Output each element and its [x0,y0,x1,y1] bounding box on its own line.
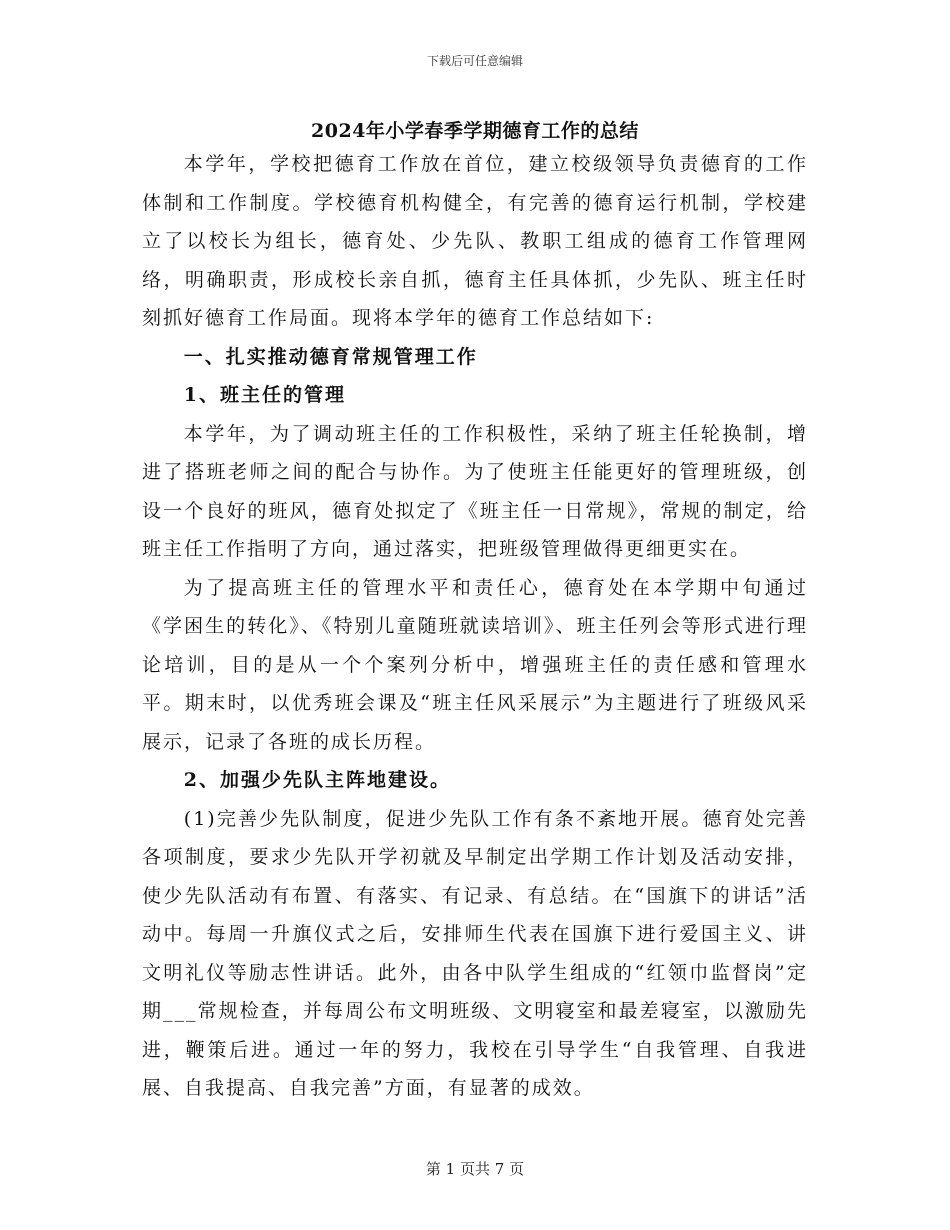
intro-paragraph: 本学年，学校把德育工作放在首位，建立校级领导负责德育的工作体制和工作制度。学校德育机构健全，有完善的德育运行机制，学校建立了以校长为组长，德育处、少先队、教职工组成的德育工作管理网络，明确职责，形成校长亲自抓，德育主任具体抓，少先队、班主任时刻抓好德育工作局面。现将本学年的德育工作总结如下: [142,153,808,329]
header-note: 下载后可任意编辑 [426,54,523,68]
document-body [142,145,808,1108]
document-title: 2024年小学春季学期德育工作的总结 [311,120,639,142]
paragraph-young-pioneers: (1)完善少先队制度，促进少先队工作有条不紊地开展。德育处完善各项制度，要求少先队开学初就及早制定出学期工作计划及活动安排，使少先队活动有布置、有落实、有记录、有总结。在“国旗下的讲话”活动中。每周一升旗仪式之后，安排师生代表在国旗下进行爱国主义、讲文明礼仪等励志性讲话。此外，由各中队学生组成的“红领巾监督岗”定期___常规检查，并每周公布文明班级、文明寝室和最差寝室，以激励先进，鞭策后进。通过一年的努力，我校在引导学生“自我管理、自我进展、自我提高、自我完善”方面，有显著的成效。 [142,807,808,1099]
subsection-heading-2: 2、加强少先队主阵地建设。 [183,769,452,791]
page-number-footer: 第 1 页共 7 页 [425,1160,525,1178]
section-heading-1: 一、扎实推动德育常规管理工作 [183,345,478,368]
paragraph-head-teacher-training: 为了提高班主任的管理水平和责任心，德育处在本学期中旬通过《学困生的转化》、《特别儿童随班就读培训》、班主任列会等形式进行理论培训，目的是从一个个案列分析中，增强班主任的责任感和管理水平。期末时，以优秀班会课及“班主任风采展示”为主题进行了班级风采展示，记录了各班的成长历程。 [142,576,808,753]
subsection-heading-1: 1、班主任的管理 [183,384,347,406]
paragraph-head-teacher-rotation: 本学年，为了调动班主任的工作积极性，采纳了班主任轮换制，增进了搭班老师之间的配合与协作。为了使班主任能更好的管理班级，创设一个良好的班风，德育处拟定了《班主任一日常规》，常规的制定，给班主任工作指明了方向，通过落实，把班级管理做得更细更实在。 [142,422,808,560]
